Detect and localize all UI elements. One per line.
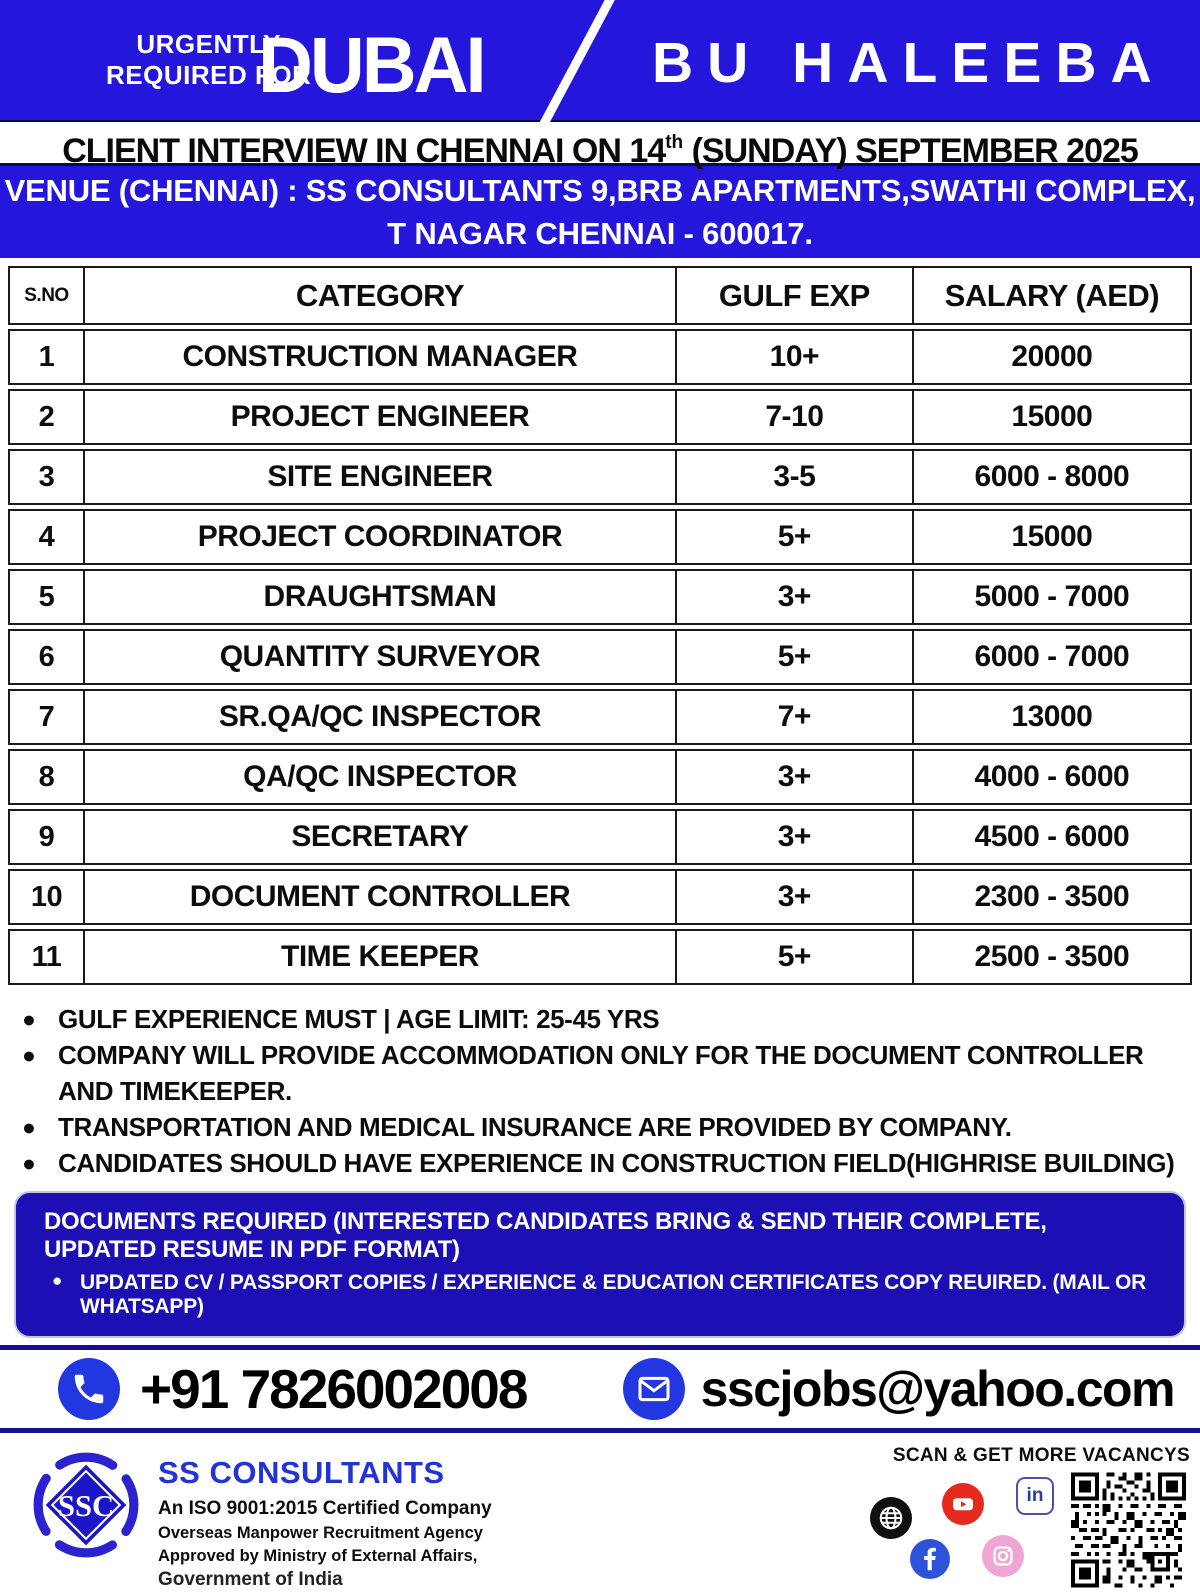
sno-cell: 3	[8, 449, 85, 505]
category-cell: QUANTITY SURVEYOR	[85, 629, 677, 685]
exp-cell: 5+	[677, 629, 914, 685]
sno-cell: 10	[8, 869, 85, 925]
bullet-icon: ●	[22, 1150, 36, 1176]
table-row	[8, 509, 1192, 565]
sno-cell: 8	[8, 749, 85, 805]
salary-cell: 6000 - 8000	[914, 449, 1192, 505]
exp-cell: 10+	[677, 329, 914, 385]
exp-cell: 3+	[677, 749, 914, 805]
agency-info-block	[158, 1443, 492, 1591]
header-sno: S.NO	[8, 266, 85, 325]
agency-tagline-overseas: Overseas Manpower Recruitment Agency	[158, 1524, 483, 1542]
category-cell: DRAUGHTSMAN	[85, 569, 677, 625]
email-contact	[623, 1358, 1174, 1420]
email-address: sscjobs@yahoo.com	[700, 1361, 1174, 1417]
table-row	[8, 809, 1192, 865]
agency-tagline-approved: Approved by Ministry of External Affairs,	[158, 1547, 478, 1565]
top-banner	[0, 0, 1200, 120]
salary-cell: 20000	[914, 329, 1192, 385]
sno-cell: 11	[8, 929, 85, 985]
category-cell: SITE ENGINEER	[85, 449, 677, 505]
agency-tagline-government: Government of India	[158, 1569, 343, 1590]
category-cell: SECRETARY	[85, 809, 677, 865]
bullet-icon: ●	[22, 1114, 36, 1140]
table-row	[8, 629, 1192, 685]
table-row	[8, 749, 1192, 805]
ssc-diamond-logo	[30, 1443, 142, 1567]
facebook-icon	[910, 1539, 950, 1579]
sno-cell: 5	[8, 569, 85, 625]
urgently-line1: URGENTLY	[136, 29, 281, 59]
note-item	[22, 1109, 1200, 1145]
phone-contact	[58, 1357, 526, 1421]
envelope-icon	[623, 1358, 685, 1420]
salary-cell: 2500 - 3500	[914, 929, 1192, 985]
venue-line2: T NAGAR CHENNAI - 600017.	[387, 216, 813, 251]
interview-announcement-bar	[0, 120, 1200, 170]
note-text: TRANSPORTATION AND MEDICAL INSURANCE ARE PROVIDED BY COMPANY.	[58, 1112, 1012, 1142]
venue-line1: VENUE (CHENNAI) : SS CONSULTANTS 9,BRB APARTMENTS,SWATHI COMPLEX,	[4, 173, 1196, 208]
table-row	[8, 449, 1192, 505]
bullet-icon: ●	[22, 1006, 36, 1032]
documents-bullet-line	[44, 1271, 1156, 1319]
globe-icon	[870, 1497, 912, 1539]
sno-cell: 2	[8, 389, 85, 445]
salary-cell: 5000 - 7000	[914, 569, 1192, 625]
client-company-name: BU HALEEBA	[652, 31, 1166, 95]
phone-icon	[58, 1358, 120, 1420]
documents-title: DOCUMENTS REQUIRED (INTERESTED CANDIDATES BRING & SEND THEIR COMPLETE, UPDATED RESUME IN PDF FORMAT)	[44, 1208, 1047, 1263]
bullet-icon: ●	[22, 1042, 36, 1068]
bullet-icon: ●	[52, 1271, 63, 1290]
note-text: CANDIDATES SHOULD HAVE EXPERIENCE IN CONSTRUCTION FIELD(HIGHRISE BUILDING)	[58, 1148, 1175, 1178]
exp-cell: 7-10	[677, 389, 914, 445]
salary-cell: 13000	[914, 689, 1192, 745]
urgently-line2: REQUIRED FOR	[106, 60, 312, 90]
scan-label: SCAN & GET MORE VACANCYS	[892, 1445, 1190, 1466]
ordinal-suffix: th	[665, 132, 684, 153]
interview-text-after: (SUNDAY) SEPTEMBER 2025	[683, 132, 1138, 170]
instagram-icon	[982, 1535, 1024, 1577]
category-cell: TIME KEEPER	[85, 929, 677, 985]
category-cell: PROJECT COORDINATOR	[85, 509, 677, 565]
category-cell: QA/QC INSPECTOR	[85, 749, 677, 805]
category-cell: SR.QA/QC INSPECTOR	[85, 689, 677, 745]
salary-cell: 2300 - 3500	[914, 869, 1192, 925]
table-row	[8, 569, 1192, 625]
exp-cell: 3+	[677, 869, 914, 925]
note-text: GULF EXPERIENCE MUST | AGE LIMIT: 25-45 YRS	[58, 1004, 660, 1034]
linkedin-label: in	[1026, 1485, 1044, 1506]
venue-band	[0, 166, 1200, 258]
qr-code	[1071, 1471, 1186, 1589]
salary-cell: 15000	[914, 509, 1192, 565]
header-salary: SALARY (AED)	[914, 266, 1192, 325]
table-header-row	[8, 266, 1192, 325]
exp-cell: 5+	[677, 929, 914, 985]
note-text: COMPANY WILL PROVIDE ACCOMMODATION ONLY FOR THE DOCUMENT CONTROLLER AND TIMEKEEPER.	[58, 1040, 1144, 1106]
salary-cell: 4500 - 6000	[914, 809, 1192, 865]
phone-number: +91 7826002008	[140, 1358, 527, 1420]
table-row	[8, 689, 1192, 745]
header-category: CATEGORY	[85, 266, 677, 325]
conditions-notes	[22, 1001, 1200, 1181]
table-row	[8, 929, 1192, 985]
agency-name: SS CONSULTANTS	[158, 1455, 445, 1490]
documents-bullet-text: UPDATED CV / PASSPORT COPIES / EXPERIENCE & EDUCATION CERTIFICATES COPY REUIRED. (MAIL OR WHATSAPP)	[80, 1271, 1147, 1318]
sno-cell: 6	[8, 629, 85, 685]
jobs-table	[8, 262, 1192, 989]
agency-tagline-iso: An ISO 9001:2015 Certified Company	[158, 1498, 492, 1519]
note-item	[22, 1001, 1200, 1037]
sno-cell: 7	[8, 689, 85, 745]
exp-cell: 7+	[677, 689, 914, 745]
sno-cell: 4	[8, 509, 85, 565]
salary-cell: 15000	[914, 389, 1192, 445]
social-icons	[870, 1475, 1070, 1595]
note-item	[22, 1145, 1200, 1181]
exp-cell: 3+	[677, 809, 914, 865]
note-item	[22, 1037, 1200, 1109]
salary-cell: 4000 - 6000	[914, 749, 1192, 805]
footer	[0, 1433, 1200, 1591]
category-cell: DOCUMENT CONTROLLER	[85, 869, 677, 925]
category-cell: PROJECT ENGINEER	[85, 389, 677, 445]
exp-cell: 5+	[677, 509, 914, 565]
logo-text: SSC	[57, 1489, 115, 1524]
youtube-icon	[942, 1483, 984, 1525]
category-cell: CONSTRUCTION MANAGER	[85, 329, 677, 385]
salary-cell: 6000 - 7000	[914, 629, 1192, 685]
sno-cell: 9	[8, 809, 85, 865]
diagonal-divider	[536, 0, 617, 133]
exp-cell: 3-5	[677, 449, 914, 505]
sno-cell: 1	[8, 329, 85, 385]
interview-text-before: CLIENT INTERVIEW IN CHENNAI ON 14	[62, 132, 666, 170]
header-exp: GULF EXP	[677, 266, 914, 325]
table-row	[8, 389, 1192, 445]
linkedin-icon	[1016, 1477, 1054, 1515]
table-row	[8, 329, 1192, 385]
table-row	[8, 869, 1192, 925]
destination-city: DUBAI	[258, 21, 484, 110]
footer-right	[858, 1443, 1190, 1591]
documents-required-box	[14, 1191, 1186, 1338]
contact-strip	[0, 1345, 1200, 1433]
exp-cell: 3+	[677, 569, 914, 625]
